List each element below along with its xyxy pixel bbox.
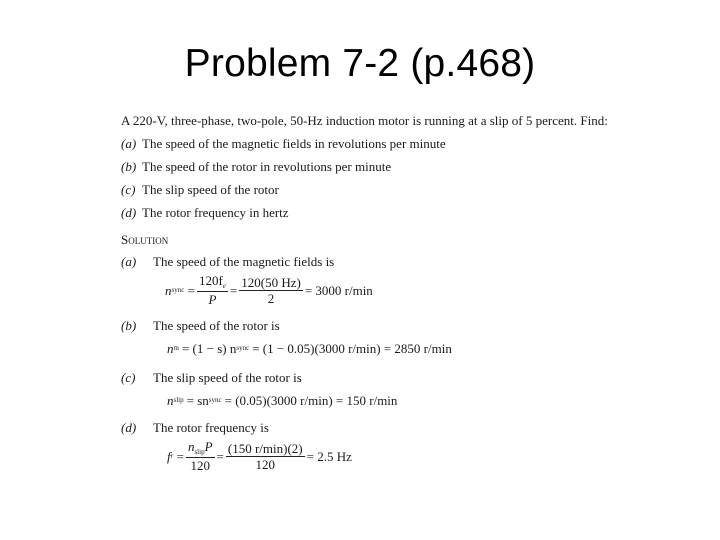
solution-heading: Solution	[121, 232, 169, 247]
part-label: (d)	[121, 205, 137, 220]
part-text: The speed of the magnetic fields in revolutions per minute	[142, 136, 446, 151]
fraction: $\frac{120f_e}{P}$	[198, 273, 226, 307]
step-label: (d)	[121, 420, 137, 435]
solution-step-c	[121, 371, 302, 384]
part-label: (b)	[121, 159, 137, 174]
problem-part-a	[121, 137, 446, 150]
part-label: (a)	[121, 136, 137, 151]
solution-step-a	[121, 255, 334, 268]
part-text: The speed of the rotor in revolutions per minute	[142, 159, 392, 174]
step-label: (a)	[121, 254, 137, 269]
fraction: $\frac{120(50 Hz)}{2}$	[241, 274, 301, 306]
equation-c: n slip = sn sync = (0.05)(3000 r/min) = 150 r/min	[167, 393, 398, 408]
step-text: The speed of the rotor is	[153, 318, 280, 333]
step-text: The rotor frequency is	[153, 420, 269, 435]
step-label: (b)	[121, 318, 137, 333]
fraction: $\frac{(150 r/\min)(2)}{120}$	[227, 440, 303, 472]
step-label: (c)	[121, 370, 136, 385]
part-text: The slip speed of the rotor	[142, 182, 279, 197]
problem-part-b	[121, 160, 391, 173]
problem-part-c	[121, 183, 279, 196]
equation-a: n sync = $\frac{120f_e}{P}$ = $\frac{120(50 Hz)}{2}$ = 3000 r/min	[165, 273, 373, 307]
step-text: The speed of the magnetic fields is	[153, 254, 335, 269]
fraction: $\frac{n_{slip}P}{120}$	[187, 439, 213, 473]
problem-part-d	[121, 206, 289, 219]
problem-statement: A 220-V, three-phase, two-pole, 50-Hz induction motor is running at a slip of 5 percent. Find:	[121, 113, 608, 128]
part-label: (c)	[121, 182, 136, 197]
solution-step-b	[121, 319, 280, 332]
step-text: The slip speed of the rotor is	[153, 370, 302, 385]
slide-title: Problem 7-2 (p.468)	[184, 42, 536, 85]
equation-b: n m = (1 − s) n sync = (1 − 0.05)(3000 r/min) = 2850 r/min	[167, 341, 452, 356]
equation-d: f r = $\frac{n_{slip}P}{120}$ = $\frac{(150 r/\min)(2)}{120}$ = 2.5 Hz	[167, 439, 352, 473]
part-text: The rotor frequency in hertz	[142, 205, 289, 220]
solution-step-d	[121, 421, 269, 434]
